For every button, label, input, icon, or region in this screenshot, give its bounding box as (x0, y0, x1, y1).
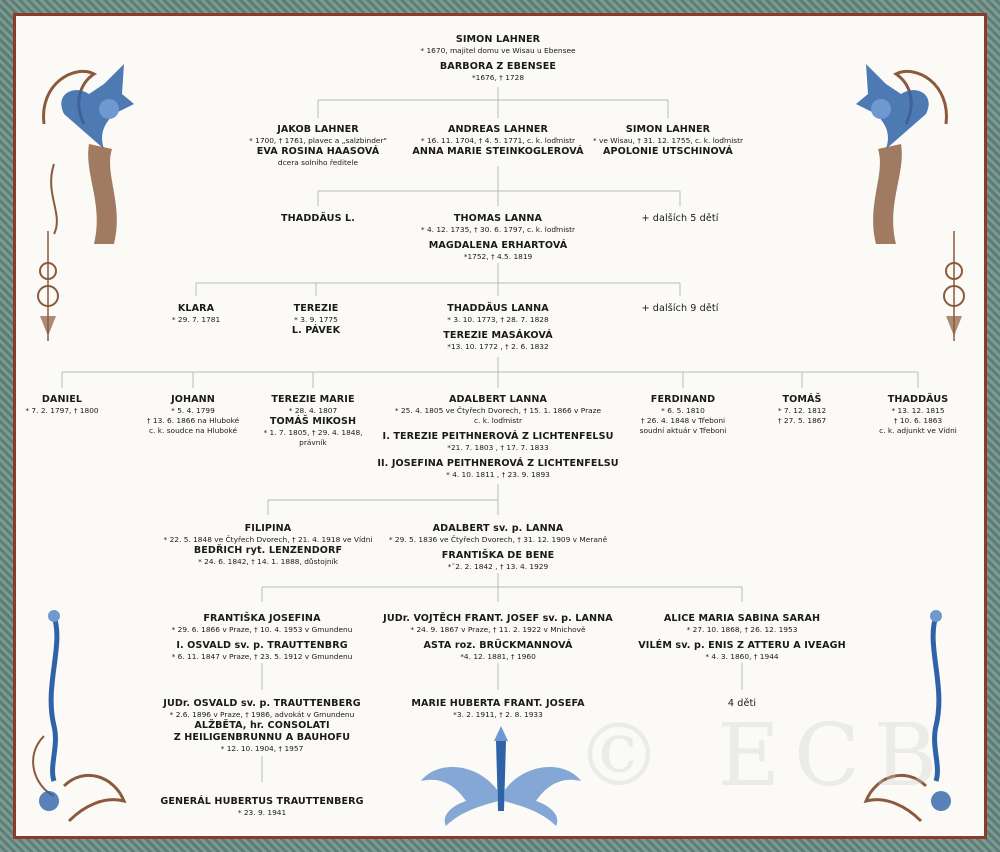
person-info: † 27. 5. 1867 (777, 416, 827, 425)
person-thaddaus (879, 394, 957, 436)
person-name: SIMON LAHNER (455, 34, 541, 45)
person-name: DANIEL (41, 394, 83, 405)
more-children-5 (642, 213, 719, 225)
person-info: * 4. 12. 1735, † 30. 6. 1797, c. k. loďmistr (420, 225, 576, 234)
person-info: * 28. 4. 1807 (288, 406, 338, 415)
person-tomas (778, 394, 826, 426)
person-name: THADDÄUS (887, 394, 949, 405)
person-info: * 29. 6. 1866 v Praze, † 10. 4. 1953 v Gmundenu (171, 625, 353, 634)
connector-line (62, 357, 918, 388)
person-info: * 1700, † 1761, plavec a „salzbinder" (249, 136, 387, 145)
person-name: THADDÄUS LANNA (447, 303, 549, 314)
more-children-label: + dalších 5 dětí (641, 213, 719, 224)
connector-line (318, 166, 680, 206)
spouse-info: * 6. 11. 1847 v Praze, † 23. 5. 1912 v Gmundenu (171, 652, 353, 661)
spouse-info: *13. 10. 1772 , † 2. 6. 1832 (447, 342, 549, 351)
person-info: c. k. adjunkt ve Vídni (879, 426, 957, 435)
more-children-label: + dalších 9 dětí (641, 303, 719, 314)
person-hubertus-trauttenberg (160, 796, 363, 818)
person-ferdinand (640, 394, 727, 436)
person-info: † 26. 4. 1848 v Třeboni (640, 416, 726, 425)
spouse-name: ALŽBĚTA, hr. CONSOLATI (194, 720, 330, 731)
copyright-watermark: © ECB (576, 706, 952, 806)
spouse-info: dcera solního ředitele (277, 158, 359, 167)
winged-demon-ornament-right (836, 54, 956, 254)
person-name: JUDr. VOJTĚCH FRANT. JOSEF sv. p. LANNA (383, 613, 613, 624)
person-info: * 1670, majitel domu ve Wisau u Ebensee (420, 46, 576, 55)
spouse-name: BEDŘICH ryt. LENZENDORF (193, 545, 343, 556)
person-terezie (292, 303, 340, 337)
person-name: ADALBERT LANNA (448, 394, 548, 405)
spouse-name: TOMÁŠ MIKOSH (269, 416, 357, 427)
spouse-name: I. TEREZIE PEITHNEROVÁ Z LICHTENFELSU (382, 431, 614, 442)
spouse-info: *4. 12. 1881, † 1960 (460, 652, 536, 661)
person-name: SIMON LAHNER (625, 124, 711, 135)
hanging-garland-left (28, 231, 68, 341)
person-thaddaus-lanna (443, 303, 552, 352)
person-name: TEREZIE (293, 303, 339, 314)
connector-line (262, 663, 742, 690)
person-filipina (164, 523, 373, 567)
person-terezie-marie (263, 394, 362, 448)
person-thomas-lanna (421, 213, 575, 262)
person-info: * 27. 10. 1868, † 26. 12. 1953 (686, 625, 798, 634)
person-info: † 13. 6. 1866 na Hluboké (146, 416, 240, 425)
spouse-info: * 4. 3. 1860, † 1944 (705, 652, 779, 661)
person-name: ADALBERT sv. p. LANNA (432, 523, 564, 534)
person-info: * 7. 12. 1812 (777, 406, 827, 415)
person-adalbert-lanna (377, 394, 618, 480)
person-andreas-lahner (412, 124, 583, 158)
person-klara (172, 303, 220, 325)
person-simon-lahner-2 (593, 124, 743, 158)
spouse-name: II. JOSEFINA PEITHNEROVÁ Z LICHTENFELSU (377, 458, 619, 469)
more-children-9 (642, 303, 719, 315)
more-children-label: 4 děti (727, 698, 757, 709)
person-frantiska-josefina (172, 613, 353, 662)
person-name: ANDREAS LAHNER (448, 124, 548, 135)
spouse-info: *1752, † 4.5. 1819 (463, 252, 533, 261)
person-name: FRANTIŠKA JOSEFINA (203, 613, 321, 624)
spouse-name: TEREZIE MASÁKOVÁ (443, 330, 553, 341)
person-info: soudní aktuár v Třeboni (639, 426, 727, 435)
winged-emblem-bottom-center (416, 721, 586, 831)
person-name: FERDINAND (650, 394, 716, 405)
person-simon-lahner (420, 34, 575, 83)
connector-line (196, 263, 680, 296)
person-name: MARIE HUBERTA FRANT. JOSEFA (411, 698, 585, 709)
person-name: TOMÁŠ (782, 394, 822, 405)
spouse-name-line2: Z HEILIGENBRUNNU A BAUHOFU (173, 732, 351, 743)
spouse-name: EVA ROSINA HAASOVÁ (256, 146, 380, 157)
person-jakob-lahner (249, 124, 387, 168)
person-info: * 13. 12. 1815 (891, 406, 945, 415)
connector-line (318, 87, 668, 118)
person-info: *3. 2. 1911, † 2. 8. 1933 (453, 710, 543, 719)
person-name: ALICE MARIA SABINA SARAH (663, 613, 821, 624)
spouse-info: * 24. 6. 1842, † 14. 1. 1888, důstojník (198, 557, 338, 566)
spouse-info: *1676, † 1728 (471, 73, 525, 82)
person-name: TEREZIE MARIE (271, 394, 355, 405)
person-info: * 16. 11. 1704, † 4. 5. 1771, c. k. loďmistr (420, 136, 576, 145)
spouse-name: VILÉM sv. p. ENIS Z ATTERU A IVEAGH (638, 640, 846, 651)
person-info: * 3. 10. 1773, † 28. 7. 1828 (447, 315, 549, 324)
person-info: c. k. loďmistr (473, 416, 523, 425)
spouse-name: BARBORA Z EBENSEE (439, 61, 557, 72)
person-info: c. k. soudce na Hluboké (148, 426, 238, 435)
spouse-name: ANNA MARIE STEINKOGLEROVÁ (412, 146, 584, 157)
spouse-info: *˜2. 2. 1842 , † 13. 4. 1929 (447, 562, 549, 571)
winged-demon-ornament-left (34, 54, 144, 254)
person-name: KLARA (177, 303, 215, 314)
spouse-info: * 12. 10. 1904, † 1957 (220, 744, 304, 753)
spouse-name: APOLONIE UTSCHINOVÁ (603, 146, 733, 157)
person-info: * 24. 9. 1867 v Praze, † 11. 2. 1922 v Mnichově (410, 625, 586, 634)
person-info: * 6. 5. 1810 (661, 406, 705, 415)
person-info: * 22. 5. 1848 ve Čtyřech Dvorech, † 21. 4. 1918 ve Vídni (163, 535, 373, 544)
person-vojtech-lanna (383, 613, 613, 662)
spouse-name: MAGDALENA ERHARTOVÁ (428, 240, 568, 251)
person-info: * 29. 5. 1836 ve Čtyřech Dvorech, † 31. 12. 1909 v Meraně (388, 535, 608, 544)
person-name: GENERÁL HUBERTUS TRAUTTENBERG (160, 796, 364, 807)
spouse-info: *21. 7. 1803 , † 17. 7. 1833 (447, 443, 549, 452)
person-name: JOHANN (171, 394, 215, 405)
person-johann (147, 394, 239, 436)
person-alice-maria (638, 613, 845, 662)
family-tree-canvas (13, 13, 987, 839)
person-info: † 10. 6. 1863 (893, 416, 943, 425)
mermaid-ornament-bottom-left (24, 606, 134, 834)
hanging-garland-right (934, 231, 974, 341)
person-name: FILIPINA (244, 523, 292, 534)
person-adalbert-sv-p-lanna (389, 523, 607, 572)
spouse-info: právník (299, 438, 327, 447)
person-info: * 25. 4. 1805 ve Čtyřech Dvorech, † 15. 1. 1866 v Praze (394, 406, 602, 415)
person-info: * 2.6. 1896 v Praze, † 1986, advokát v Gmundenu (169, 710, 355, 719)
person-name: THOMAS LANNA (453, 213, 543, 224)
person-daniel (25, 394, 98, 416)
person-name: JAKOB LAHNER (277, 124, 359, 135)
connector-line (262, 573, 742, 602)
person-marie-huberta (411, 698, 584, 720)
person-info: * 23. 9. 1941 (237, 808, 287, 817)
person-info: * 29. 7. 1781 (171, 315, 221, 324)
spouse-name: FRANTIŠKA DE BENE (441, 550, 555, 561)
more-children-4 (728, 698, 756, 710)
spouse-name: ASTA roz. BRÜCKMANNOVÁ (423, 640, 573, 651)
person-thaddaus-l (281, 213, 355, 225)
person-info: * 3. 9. 1775 (294, 315, 338, 324)
spouse-name: L. PÁVEK (291, 325, 341, 336)
connector-line (268, 484, 498, 515)
person-info: * 7. 2. 1797, † 1800 (25, 406, 99, 415)
person-info: * ve Wisau, † 31. 12. 1755, c. k. loďmistr (592, 136, 744, 145)
person-osvald-trauttenberg (163, 698, 360, 754)
person-info: * 5. 4. 1799 (171, 406, 215, 415)
spouse-name: I. OSVALD sv. p. TRAUTTENBRG (176, 640, 348, 651)
spouse-info: * 1. 7. 1805, † 29. 4. 1848, (263, 428, 363, 437)
spouse-info: * 4. 10. 1811 , † 23. 9. 1893 (446, 470, 550, 479)
person-name: JUDr. OSVALD sv. p. TRAUTTENBERG (163, 698, 361, 709)
person-name: THADDÄUS L. (281, 213, 355, 224)
